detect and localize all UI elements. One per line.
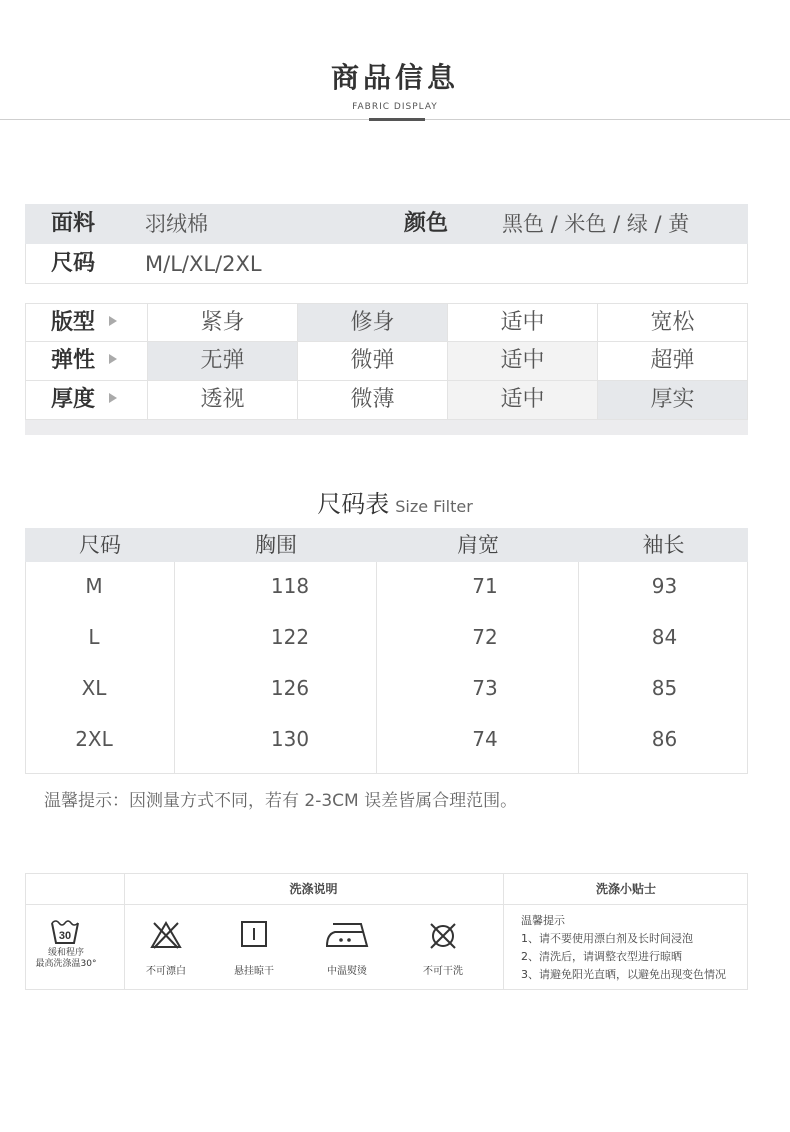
prop-label-fit: 版型: [25, 303, 148, 342]
svg-text:30: 30: [58, 930, 72, 942]
wash-30-icon: [50, 917, 80, 945]
size-cell: 122: [270, 625, 310, 649]
prop-label-elasticity: 弹性: [25, 342, 148, 381]
prop-option: 紧身: [148, 303, 298, 342]
info-row-fabric-color: [25, 204, 748, 244]
prop-label-thickness: 厚度: [25, 381, 148, 420]
fabric-label: 面料: [51, 211, 96, 236]
size-th: 肩宽: [457, 533, 499, 557]
no-bleach-icon: [150, 920, 182, 950]
size-th: 袖长: [642, 533, 685, 557]
care-label: 悬挂晾干: [234, 966, 274, 977]
info-row-size: [25, 244, 748, 284]
size-cell: 2XL: [75, 727, 113, 751]
size-value: M/L/XL/2XL: [145, 252, 262, 276]
prop-option: 适中: [448, 303, 598, 342]
size-cell: 85: [651, 676, 678, 700]
prop-option: 微薄: [298, 381, 448, 420]
size-cell: 84: [651, 625, 678, 649]
measurement-tip: 温馨提示：因测量方式不同，若有 2-3CM 误差皆属合理范围。: [44, 791, 518, 811]
arrow-right-icon: [109, 393, 117, 403]
size-cell: L: [88, 625, 100, 649]
size-cell: 93: [651, 574, 678, 598]
property-grid: [25, 303, 748, 435]
fabric-value: 羽绒棉: [145, 212, 208, 236]
size-cell: 72: [472, 625, 498, 649]
care-label: 中温熨烫: [327, 966, 367, 977]
size-label: 尺码: [51, 251, 96, 276]
size-table-title: 尺码表 Size Filter: [317, 490, 473, 518]
size-table: [25, 528, 748, 774]
arrow-right-icon: [109, 354, 117, 364]
size-table-header: [25, 528, 748, 562]
prop-option-selected: 修身: [298, 303, 448, 342]
page-title: 商品信息: [330, 61, 459, 94]
wash-label: 缓和程序 最高洗涤温30°: [35, 948, 97, 969]
care-panel: [25, 873, 748, 990]
size-table-divider: [174, 562, 175, 773]
prop-option: 适中: [448, 381, 598, 420]
size-cell: M: [85, 574, 103, 598]
size-cell: 118: [270, 574, 310, 598]
prop-row-fit: [25, 303, 748, 342]
color-label: 颜色: [404, 211, 449, 236]
prop-option: 宽松: [598, 303, 748, 342]
size-cell: 74: [472, 727, 498, 751]
size-cell: 130: [270, 727, 310, 751]
prop-option: 透视: [148, 381, 298, 420]
size-cell: 71: [472, 574, 498, 598]
care-tips: 温馨提示 1、请不要使用漂白剂及长时间浸泡 2、清洗后，请调整衣型进行晾晒 3、请避免阳光直晒，以避免出现变色情况: [521, 914, 726, 981]
care-instructions-header: 洗涤说明: [289, 882, 338, 896]
size-cell: 73: [472, 676, 498, 700]
prop-option-selected: 无弹: [148, 342, 298, 381]
prop-option: 微弹: [298, 342, 448, 381]
size-th: 尺码: [79, 533, 121, 557]
care-tips-header: 洗涤小贴士: [595, 882, 656, 896]
hang-dry-icon: [240, 920, 268, 948]
arrow-right-icon: [109, 316, 117, 326]
iron-medium-icon: [325, 920, 369, 948]
prop-option: 超弹: [598, 342, 748, 381]
no-dry-clean-icon: [428, 921, 458, 951]
prop-row-elasticity: [25, 342, 748, 381]
care-label: 不可漂白: [146, 966, 186, 977]
care-header-divider: [26, 904, 747, 905]
size-cell: 126: [270, 676, 310, 700]
page-subtitle: FABRIC DISPLAY: [352, 102, 438, 112]
prop-option: 适中: [448, 342, 598, 381]
size-cell: XL: [81, 676, 107, 700]
grid-footer-bar: [25, 420, 748, 435]
prop-row-thickness: [25, 381, 748, 420]
prop-option-selected: 厚实: [598, 381, 748, 420]
size-cell: 86: [651, 727, 678, 751]
header-divider-accent: [369, 118, 425, 121]
size-th: 胸围: [255, 533, 297, 557]
care-label: 不可干洗: [423, 966, 463, 977]
color-value: 黑色 / 米色 / 绿 / 黄: [502, 212, 690, 236]
